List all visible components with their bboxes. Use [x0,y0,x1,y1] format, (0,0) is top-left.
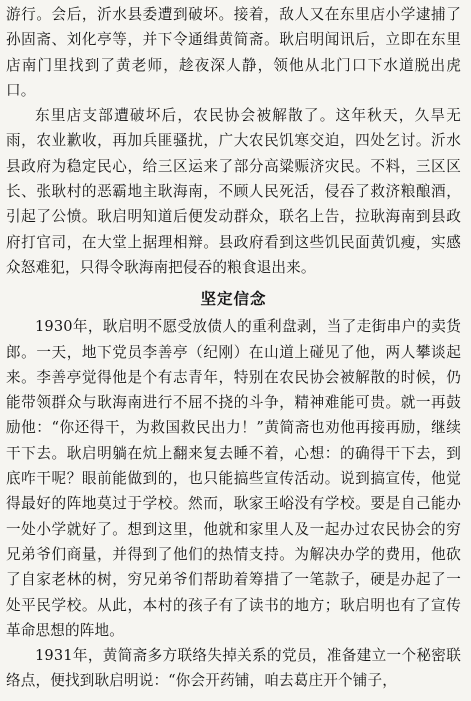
paragraph-3: 1930年，耿启明不愿受放债人的重利盘剥，当了走街串户的卖货郎。一天，地下党员李善亭（纪刚）在山道上碰见了他，两人攀谈起来。李善亭觉得他是个有志青年，特别在农民协会被解散的时候，仍能带领群众与耿海南进行不屈不挠的斗争，精神难能可贵。就一再鼓励他：“你还得干，为救国救民出力！”黄简斋也劝他再接再励，继续干下去。耿启明躺在炕上翻来复去睡不着，心想：的确得干下去，到底咋干呢？眼前能做到的，也只能搞些宣传活动。说到搞宣传，他觉得最好的阵地莫过于学校。然而，耿家王峪没有学校。要是自己能办一处小学就好了。想到这里，他就和家里人及一起办过农民协会的穷兄弟爷们商量，并得到了他们的热情支持。为解决办学的费用，他砍了自家老林的树，穷兄弟爷们帮助着筹措了一笔款子，硬是办起了一处平民学校。从此，本村的孩子有了读书的地方；耿启明也有了宣传革命思想的阵地。 [6,318,461,639]
paragraph-2: 东里店支部遭破坏后，农民协会被解散了。这年秋天，久旱无雨，农业歉收，再加兵匪骚扰，广大农民饥寒交迫，四处乞讨。沂水县政府为稳定民心，给三区运来了部分高粱赈济灾民。不料，三区区长、张耿村的恶霸地主耿海南，不顾人民死活，侵吞了救济粮酿酒，引起了公愤。耿启明知道后便发动群众，联名上告，拉耿海南到县政府打官司，在大堂上据理相辩。县政府看到这些饥民面黄饥瘦，实感众怒难犯，只得令耿海南把侵吞的粮食退出来。 [6,107,461,276]
paragraph-4: 1931年，黄简斋多方联络失掉关系的党员，准备建立一个秘密联络点，便找到耿启明说：“你会开药铺，咱去葛庄开个铺子， [6,647,461,690]
paragraph-1: 游行。会后，沂水县委遭到破坏。接着，敌人又在东里店小学逮捕了孙固斋、刘化亭等，并下令通缉黄简斋。耿启明闻讯后，立即在东里店南门里找到了黄老师，趁夜深人静，领他从北门口下水道脱出虎口。 [6,6,461,99]
section-heading: 坚定信念 [200,290,267,309]
